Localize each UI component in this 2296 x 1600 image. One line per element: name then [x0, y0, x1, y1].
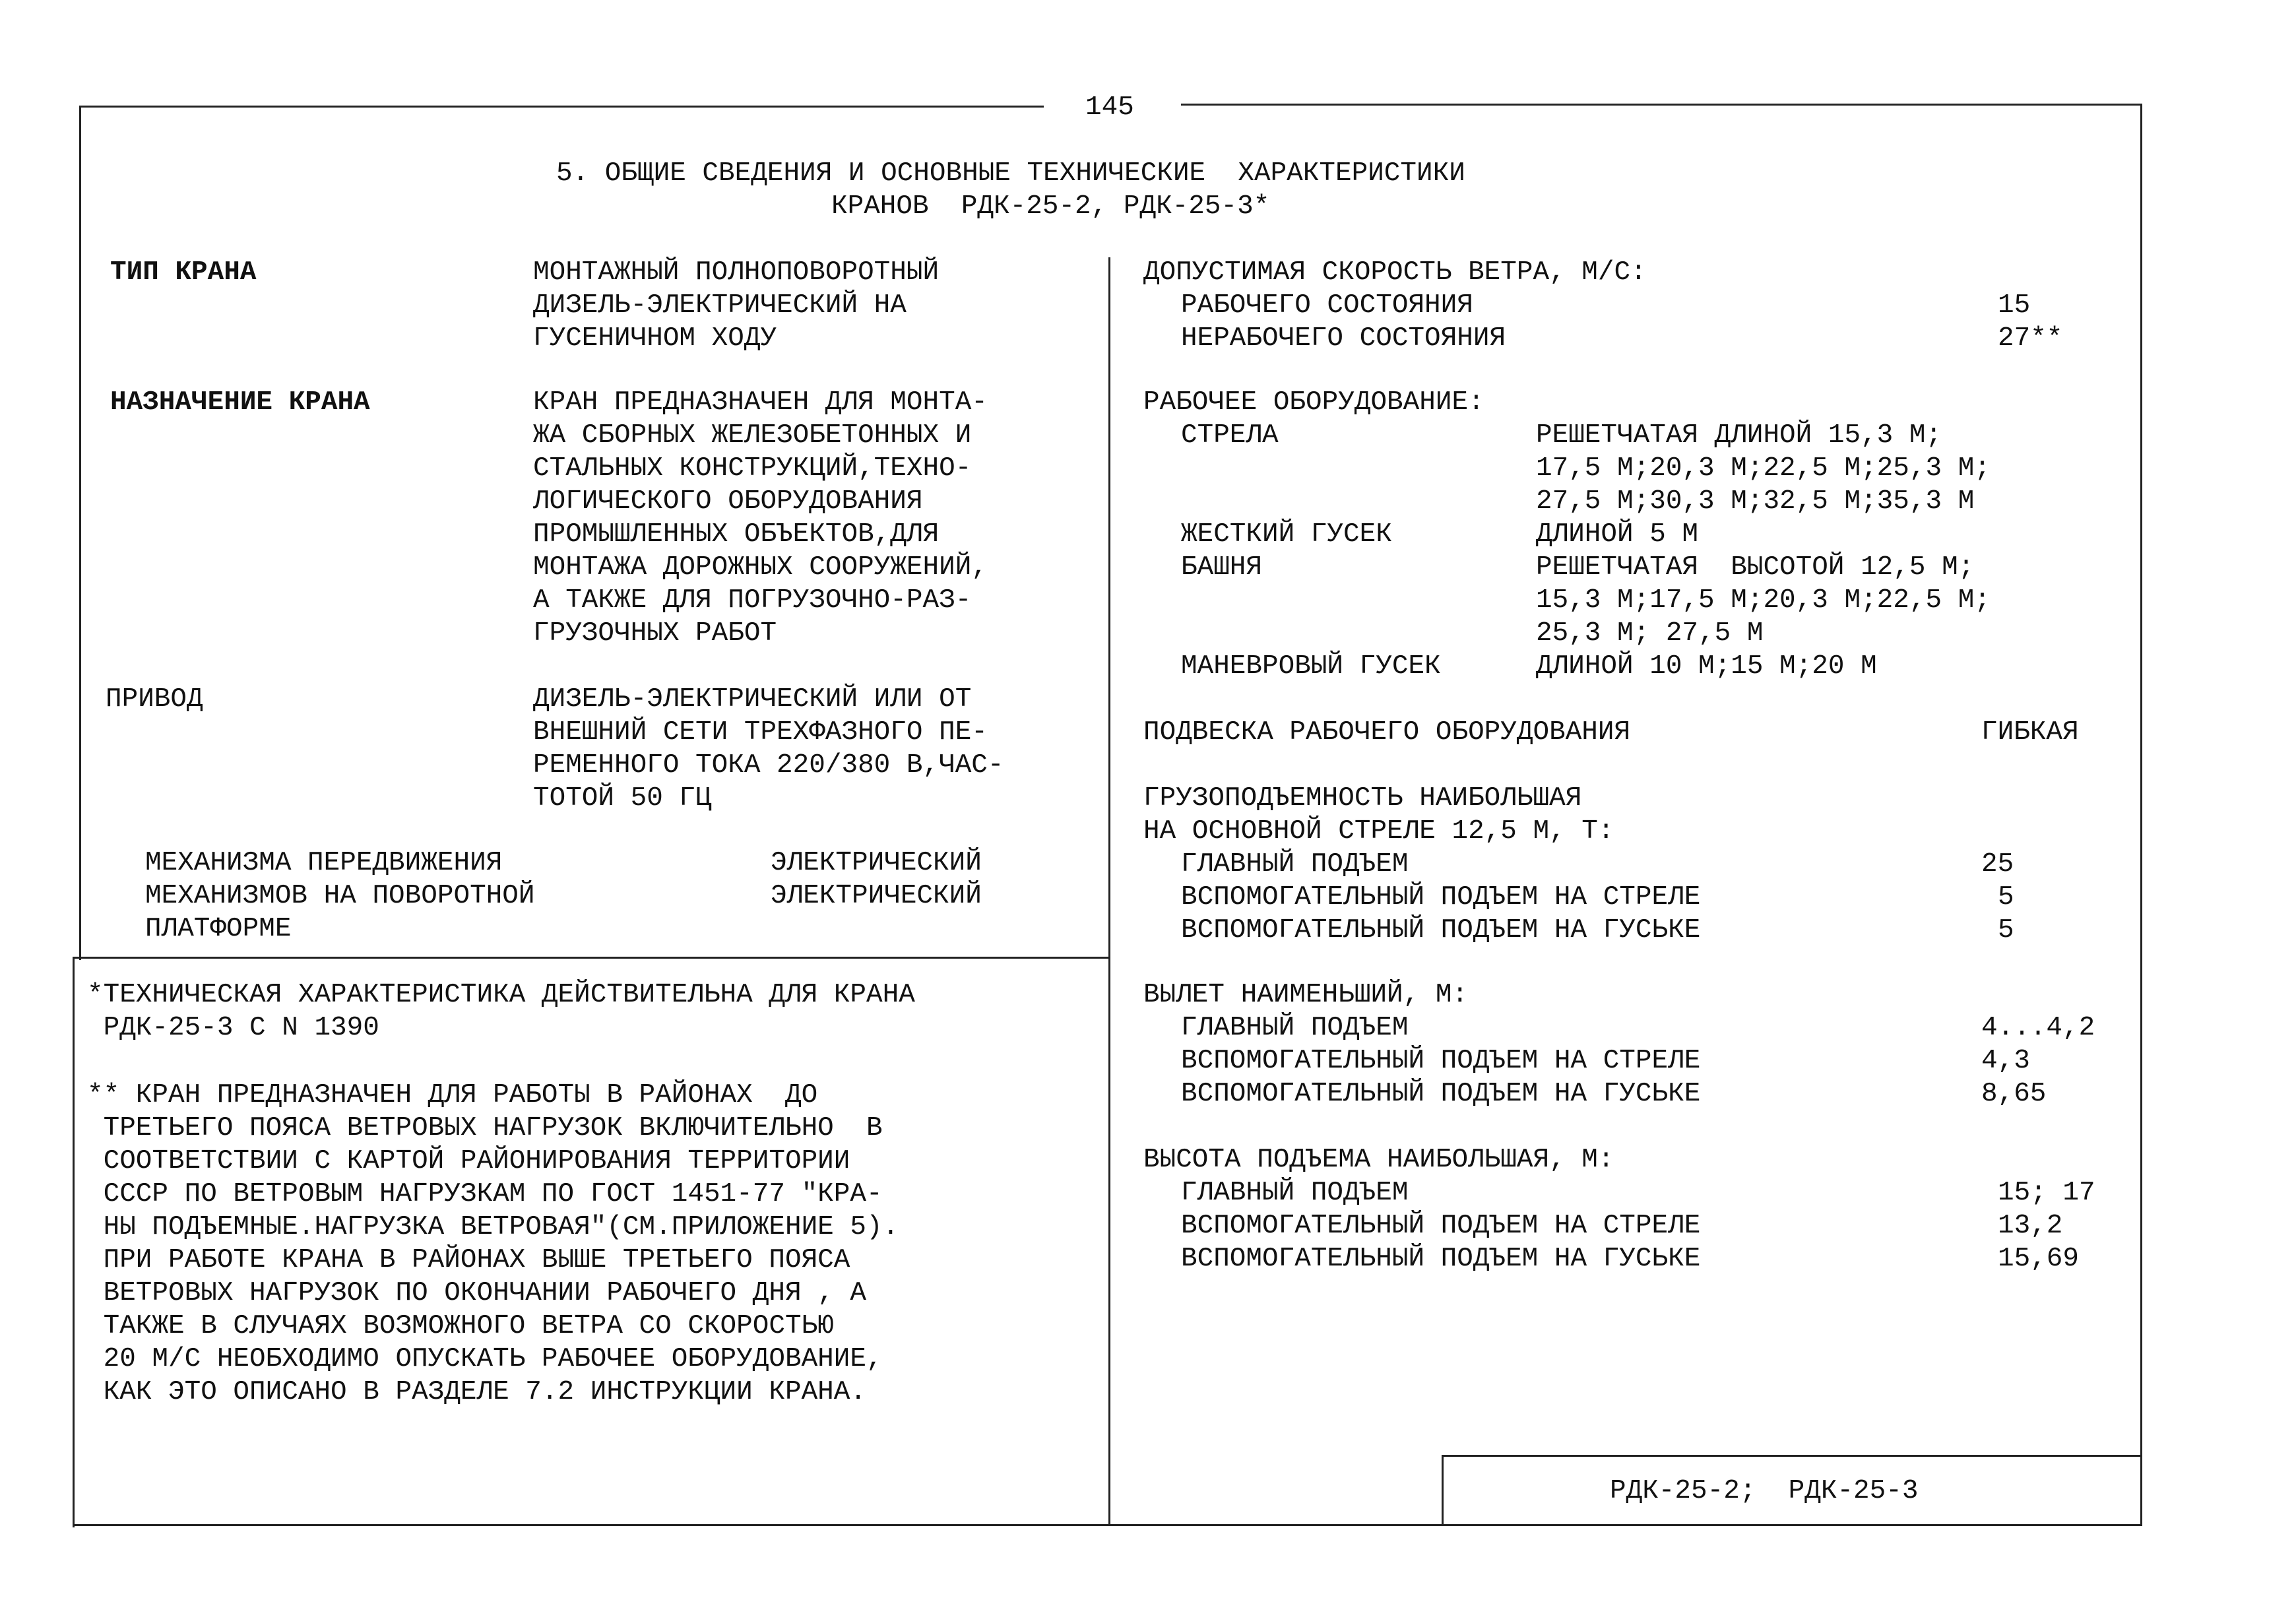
mechanism-label-1: МЕХАНИЗМА ПЕРЕДВИЖЕНИЯ — [145, 848, 503, 878]
height-row-value-2: 13,2 — [1998, 1211, 2063, 1241]
footnote-line-5: СООТВЕТСТВИИ С КАРТОЙ РАЙОНИРОВАНИЯ ТЕРРИТОРИИ — [87, 1146, 850, 1176]
purpose-line-4: ЛОГИЧЕСКОГО ОБОРУДОВАНИЯ — [533, 486, 923, 517]
capacity-heading-2: НА ОСНОВНОЙ СТРЕЛЕ 12,5 М, Т: — [1143, 816, 1614, 847]
height-row-value-3: 15,69 — [1998, 1244, 2080, 1274]
wind-row-value-2: 27** — [1998, 323, 2063, 354]
height-row-label-1: ГЛАВНЫЙ ПОДЪЕМ — [1181, 1178, 1409, 1208]
equipment-tower-label: БАШНЯ — [1181, 552, 1263, 583]
purpose-line-2: ЖА СБОРНЫХ ЖЕЛЕЗОБЕТОННЫХ И — [533, 420, 972, 451]
column-divider — [1108, 257, 1110, 1526]
capacity-heading-1: ГРУЗОПОДЪЕМНОСТЬ НАИБОЛЬШАЯ — [1143, 783, 1582, 814]
equipment-tower-line-3: 25,3 М; 27,5 М — [1536, 618, 1764, 649]
drive-line-3: РЕМЕННОГО ТОКА 220/380 В,ЧАС- — [533, 750, 1004, 781]
height-row-label-3: ВСПОМОГАТЕЛЬНЫЙ ПОДЪЕМ НА ГУСЬКЕ — [1181, 1244, 1701, 1274]
equipment-jib-label: ЖЕСТКИЙ ГУСЕК — [1181, 519, 1392, 550]
footnote-line-11: 20 М/С НЕОБХОДИМО ОПУСКАТЬ РАБОЧЕЕ ОБОРУДОВАНИЕ, — [87, 1344, 883, 1374]
title-line-2: КРАНОВ РДК-25-2, РДК-25-3* — [831, 191, 1270, 222]
title-line-1: 5. ОБЩИЕ СВЕДЕНИЯ И ОСНОВНЫЕ ТЕХНИЧЕСКИЕ ХАРАКТЕРИСТИКИ — [556, 158, 1465, 189]
equipment-boom-line-3: 27,5 М;30,3 М;32,5 М;35,3 М — [1536, 486, 1975, 517]
reach-row-value-2: 4,3 — [1981, 1046, 2030, 1076]
right-border — [2140, 104, 2142, 1525]
reach-row-label-3: ВСПОМОГАТЕЛЬНЫЙ ПОДЪЕМ НА ГУСЬКЕ — [1181, 1079, 1701, 1109]
purpose-line-3: СТАЛЬНЫХ КОНСТРУКЦИЙ,ТЕХНО- — [533, 453, 972, 484]
reach-heading: ВЫЛЕТ НАИМЕНЬШИЙ, М: — [1143, 980, 1469, 1010]
drive-label: ПРИВОД — [106, 684, 203, 715]
equipment-jib-line-1: ДЛИНОЙ 5 М — [1536, 519, 1699, 550]
suspension-label: ПОДВЕСКА РАБОЧЕГО ОБОРУДОВАНИЯ — [1143, 717, 1631, 748]
capacity-row-label-2: ВСПОМОГАТЕЛЬНЫЙ ПОДЪЕМ НА СТРЕЛЕ — [1181, 882, 1701, 912]
mechanism-label-2: МЕХАНИЗМОВ НА ПОВОРОТНОЙ — [145, 881, 535, 911]
equipment-boom-line-2: 17,5 М;20,3 М;22,5 М;25,3 М; — [1536, 453, 1991, 484]
height-row-label-2: ВСПОМОГАТЕЛЬНЫЙ ПОДЪЕМ НА СТРЕЛЕ — [1181, 1211, 1701, 1241]
drive-line-1: ДИЗЕЛЬ-ЭЛЕКТРИЧЕСКИЙ ИЛИ ОТ — [533, 684, 972, 715]
wind-row-label-2: НЕРАБОЧЕГО СОСТОЯНИЯ — [1181, 323, 1506, 354]
mechanism-label-3: ПЛАТФОРМЕ — [145, 914, 292, 944]
suspension-value: ГИБКАЯ — [1981, 717, 2079, 748]
mechanism-value-1: ЭЛЕКТРИЧЕСКИЙ — [771, 848, 982, 878]
purpose-line-1: КРАН ПРЕДНАЗНАЧЕН ДЛЯ МОНТА- — [533, 387, 988, 418]
reach-row-label-2: ВСПОМОГАТЕЛЬНЫЙ ПОДЪЕМ НА СТРЕЛЕ — [1181, 1046, 1701, 1076]
crane-type-line-2: ДИЗЕЛЬ-ЭЛЕКТРИЧЕСКИЙ НА — [533, 290, 907, 321]
equipment-boom-label: СТРЕЛА — [1181, 420, 1279, 451]
drive-line-4: ТОТОЙ 50 ГЦ — [533, 783, 712, 814]
footnote-line-9: ВЕТРОВЫХ НАГРУЗОК ПО ОКОНЧАНИИ РАБОЧЕГО ДНЯ , А — [87, 1278, 866, 1308]
footnote-line-12: КАК ЭТО ОПИСАНО В РАЗДЕЛЕ 7.2 ИНСТРУКЦИИ КРАНА. — [87, 1377, 866, 1407]
capacity-row-value-3: 5 — [1998, 915, 2014, 945]
crane-type-line-3: ГУСЕНИЧНОМ ХОДУ — [533, 323, 777, 354]
purpose-line-8: ГРУЗОЧНЫХ РАБОТ — [533, 618, 777, 649]
purpose-line-5: ПРОМЫШЛЕННЫХ ОБЪЕКТОВ,ДЛЯ — [533, 519, 940, 550]
reach-row-label-1: ГЛАВНЫЙ ПОДЪЕМ — [1181, 1013, 1409, 1043]
left-border — [79, 106, 81, 960]
equipment-tower-line-1: РЕШЕТЧАТАЯ ВЫСОТОЙ 12,5 М; — [1536, 552, 1975, 583]
reach-row-value-3: 8,65 — [1981, 1079, 2047, 1109]
stamp-text: РДК-25-2; РДК-25-3 — [1610, 1476, 1919, 1506]
footnote-divider — [73, 957, 1110, 959]
top-border-left — [80, 106, 1044, 108]
capacity-row-label-3: ВСПОМОГАТЕЛЬНЫЙ ПОДЪЕМ НА ГУСЬКЕ — [1181, 915, 1701, 945]
purpose-label: НАЗНАЧЕНИЕ КРАНА — [110, 387, 370, 418]
equipment-luffing-line-1: ДЛИНОЙ 10 М;15 М;20 М — [1536, 651, 1877, 682]
mechanism-value-2: ЭЛЕКТРИЧЕСКИЙ — [771, 881, 982, 911]
crane-type-line-1: МОНТАЖНЫЙ ПОЛНОПОВОРОТНЫЙ — [533, 257, 940, 288]
left-border-lower — [73, 957, 75, 1527]
footnote-line-6: СССР ПО ВЕТРОВЫМ НАГРУЗКАМ ПО ГОСТ 1451-77 "КРА- — [87, 1179, 883, 1209]
footnote-line-10: ТАКЖЕ В СЛУЧАЯХ ВОЗМОЖНОГО ВЕТРА СО СКОРОСТЬЮ — [87, 1311, 834, 1341]
wind-row-label-1: РАБОЧЕГО СОСТОЯНИЯ — [1181, 290, 1473, 321]
purpose-line-7: А ТАКЖЕ ДЛЯ ПОГРУЗОЧНО-РАЗ- — [533, 585, 972, 616]
equipment-luffing-label: МАНЕВРОВЫЙ ГУСЕК — [1181, 651, 1441, 682]
height-heading: ВЫСОТА ПОДЪЕМА НАИБОЛЬШАЯ, М: — [1143, 1145, 1614, 1175]
crane-type-label: ТИП КРАНА — [110, 257, 257, 288]
capacity-row-label-1: ГЛАВНЫЙ ПОДЪЕМ — [1181, 849, 1409, 880]
wind-row-value-1: 15 — [1998, 290, 2031, 321]
footnote-line-2: РДК-25-3 С N 1390 — [87, 1013, 379, 1043]
capacity-row-value-2: 5 — [1998, 882, 2014, 912]
equipment-tower-line-2: 15,3 М;17,5 М;20,3 М;22,5 М; — [1536, 585, 1991, 616]
footnote-line-8: ПРИ РАБОТЕ КРАНА В РАЙОНАХ ВЫШЕ ТРЕТЬЕГО ПОЯСА — [87, 1245, 850, 1275]
equipment-heading: РАБОЧЕЕ ОБОРУДОВАНИЕ: — [1143, 387, 1484, 418]
footnote-line-1: *ТЕХНИЧЕСКАЯ ХАРАКТЕРИСТИКА ДЕЙСТВИТЕЛЬНА ДЛЯ КРАНА — [87, 980, 915, 1010]
footnote-line-7: НЫ ПОДЪЕМНЫЕ.НАГРУЗКА ВЕТРОВАЯ"(СМ.ПРИЛОЖЕНИЕ 5). — [87, 1212, 899, 1242]
capacity-row-value-1: 25 — [1981, 849, 2014, 880]
height-row-value-1: 15; 17 — [1998, 1178, 2095, 1208]
purpose-line-6: МОНТАЖА ДОРОЖНЫХ СООРУЖЕНИЙ, — [533, 552, 988, 583]
footnote-line-4: ТРЕТЬЕГО ПОЯСА ВЕТРОВЫХ НАГРУЗОК ВКЛЮЧИТЕЛЬНО В — [87, 1113, 883, 1143]
top-border-right — [1181, 104, 2142, 106]
footnote-line-3: ** КРАН ПРЕДНАЗНАЧЕН ДЛЯ РАБОТЫ В РАЙОНАХ ДО — [87, 1080, 818, 1110]
reach-row-value-1: 4...4,2 — [1981, 1013, 2095, 1043]
equipment-boom-line-1: РЕШЕТЧАТАЯ ДЛИНОЙ 15,3 М; — [1536, 420, 1942, 451]
wind-heading: ДОПУСТИМАЯ СКОРОСТЬ ВЕТРА, М/С: — [1143, 257, 1647, 288]
page-number: 145 — [1085, 92, 1134, 123]
drive-line-2: ВНЕШНИЙ СЕТИ ТРЕХФАЗНОГО ПЕ- — [533, 717, 988, 748]
